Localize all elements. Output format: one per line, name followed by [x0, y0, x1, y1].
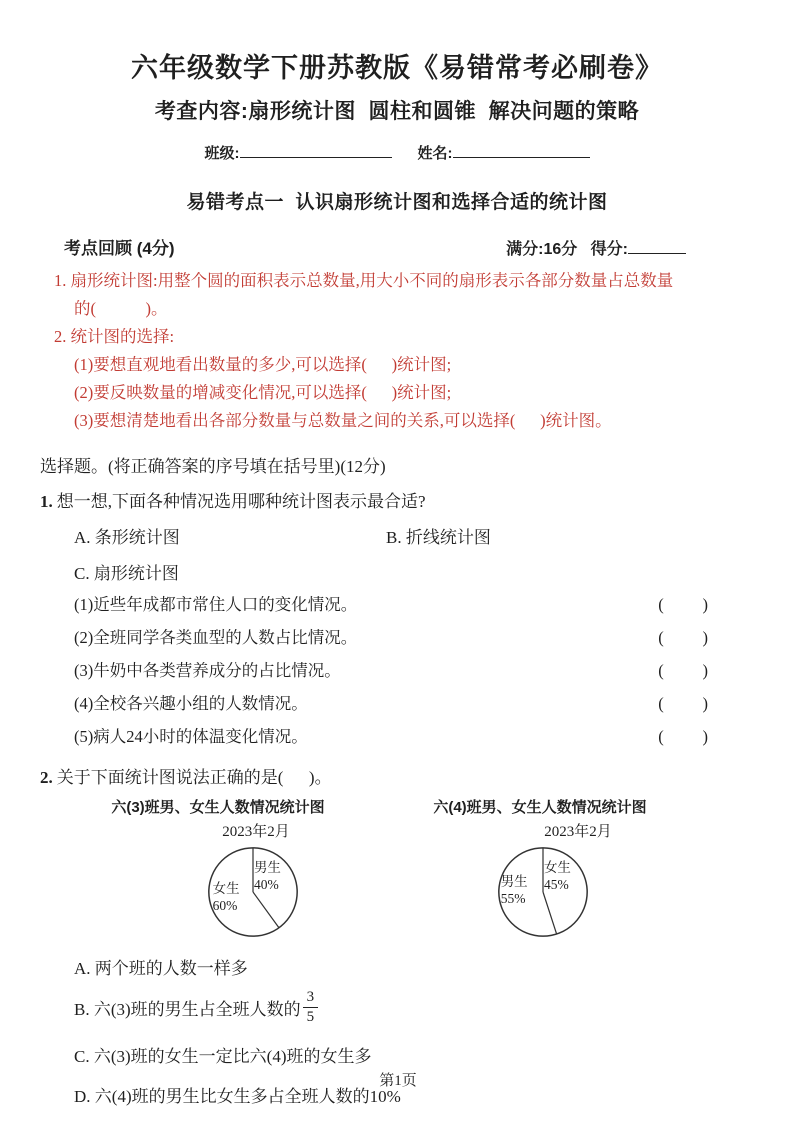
pie-chart-6-4	[496, 845, 590, 939]
slice-label-boys	[501, 873, 528, 907]
question-1-items	[40, 588, 754, 753]
fraction-three-fifths	[303, 989, 319, 1027]
slice-percent: 40%	[253, 877, 279, 893]
item-text: (2)全班同学各类血型的人数占比情况。	[74, 628, 358, 647]
score-info	[506, 236, 686, 259]
slice-label-boys	[254, 859, 281, 893]
class-label: 班级:	[204, 145, 240, 162]
question-2-text: 关于下面统计图说法正确的是( )。	[56, 768, 332, 787]
answer-bracket: ( )	[658, 661, 710, 680]
question-1-option-c: C. 扇形统计图	[74, 564, 179, 583]
question-1-options-row-1	[40, 523, 754, 548]
page-subtitle: 考查内容:扇形统计图 圆柱和圆锥 解决问题的策略	[154, 100, 640, 123]
question-1-item-2	[40, 621, 754, 654]
pie-divider-162deg	[543, 892, 557, 934]
question-1-item-3	[40, 654, 754, 687]
review-score-row	[40, 234, 754, 259]
name-label: 姓名:	[417, 145, 453, 162]
pie-chart-block-class-6-4	[414, 796, 666, 939]
review-note-2-sub-2: (2)要反映数量的增减变化情况,可以选择( )统计图;	[74, 383, 452, 402]
page-title: 六年级数学下册苏教版《易错常考必刷卷》	[131, 53, 663, 83]
slice-name: 女生	[212, 880, 240, 896]
answer-bracket: ( )	[658, 628, 710, 647]
answer-bracket: ( )	[658, 694, 710, 713]
question-1-options-row-2	[40, 559, 754, 584]
item-text: (3)牛奶中各类营养成分的占比情况。	[74, 661, 341, 680]
question-2-stem	[40, 763, 754, 788]
review-note-2: 2. 统计图的选择:	[54, 327, 175, 346]
full-score-label: 满分:16分	[506, 241, 578, 258]
chart-title: 六(4)班男、女生人数情况统计图	[433, 799, 647, 816]
question-1-number: 1.	[40, 492, 53, 511]
slice-name: 男生	[253, 860, 281, 876]
pie-divider-144deg	[253, 892, 279, 928]
question-2-option-c: C. 六(3)班的女生一定比六(4)班的女生多	[74, 1046, 372, 1066]
review-note-1-line-2: 的( )。	[74, 299, 168, 318]
item-text: (1)近些年成都市常住人口的变化情况。	[74, 595, 358, 614]
review-note-1-line-1: 1. 扇形统计图:用整个圆的面积表示总数量,用大小不同的扇形表示各部分数量占总数量	[54, 271, 674, 290]
item-text: (4)全校各兴趣小组的人数情况。	[74, 694, 308, 713]
review-label: 考点回顾 (4分)	[64, 239, 175, 258]
fraction-numerator: 3	[303, 989, 319, 1008]
section-heading: 易错考点一 认识扇形统计图和选择合适的统计图	[186, 192, 608, 213]
score-blank	[628, 237, 686, 254]
question-1-option-a: A. 条形统计图	[74, 528, 180, 547]
review-note-2-sub-1: (1)要想直观地看出数量的多少,可以选择( )统计图;	[74, 355, 452, 374]
question-1-item-5	[40, 720, 754, 753]
question-1-stem	[40, 487, 754, 512]
score-label: 得分:	[590, 241, 628, 258]
page-number: 第1页	[379, 1073, 417, 1089]
chart-subtitle: 2023年2月	[544, 824, 612, 840]
answer-bracket: ( )	[658, 595, 710, 614]
pie-chart-6-3	[206, 845, 300, 939]
item-text: (5)病人24小时的体温变化情况。	[74, 727, 308, 746]
question-2-option-a: A. 两个班的人数一样多	[74, 959, 248, 978]
slice-name: 女生	[543, 860, 571, 876]
slice-percent: 45%	[543, 877, 569, 893]
chart-subtitle: 2023年2月	[222, 824, 290, 840]
name-blank	[453, 142, 590, 158]
review-notes	[40, 267, 754, 435]
class-blank	[240, 142, 392, 158]
chart-title: 六(3)班男、女生人数情况统计图	[111, 799, 325, 816]
slice-label-girls	[213, 880, 240, 914]
fraction-denominator: 5	[306, 1009, 315, 1026]
slice-label-girls	[544, 859, 571, 893]
answer-bracket: ( )	[658, 727, 710, 746]
pie-charts-row	[40, 796, 754, 939]
option-b-text: B. 六(3)班的男生占全班人数的	[74, 1000, 301, 1020]
question-1-text: 想一想,下面各种情况选用哪种统计图表示最合适?	[56, 492, 426, 511]
review-note-2-sub-3: (3)要想清楚地看出各部分数量与总数量之间的关系,可以选择( )统计图。	[74, 411, 612, 430]
slice-percent: 55%	[500, 891, 526, 907]
question-2-number: 2.	[40, 768, 53, 787]
slice-percent: 60%	[212, 897, 238, 913]
pie-chart-block-class-6-3	[92, 796, 344, 939]
question-1-item-1	[40, 588, 754, 621]
question-2-option-b	[74, 989, 754, 1027]
question-2-option-d: D. 六(4)班的男生比女生多占全班人数的10%	[74, 1086, 401, 1106]
question-1-option-b: B. 折线统计图	[386, 528, 491, 547]
question-1-item-4	[40, 687, 754, 720]
slice-name: 男生	[500, 874, 528, 890]
student-info-line	[40, 142, 754, 163]
choice-section-instructions: 选择题。(将正确答案的序号填在括号里)(12分)	[40, 457, 386, 476]
